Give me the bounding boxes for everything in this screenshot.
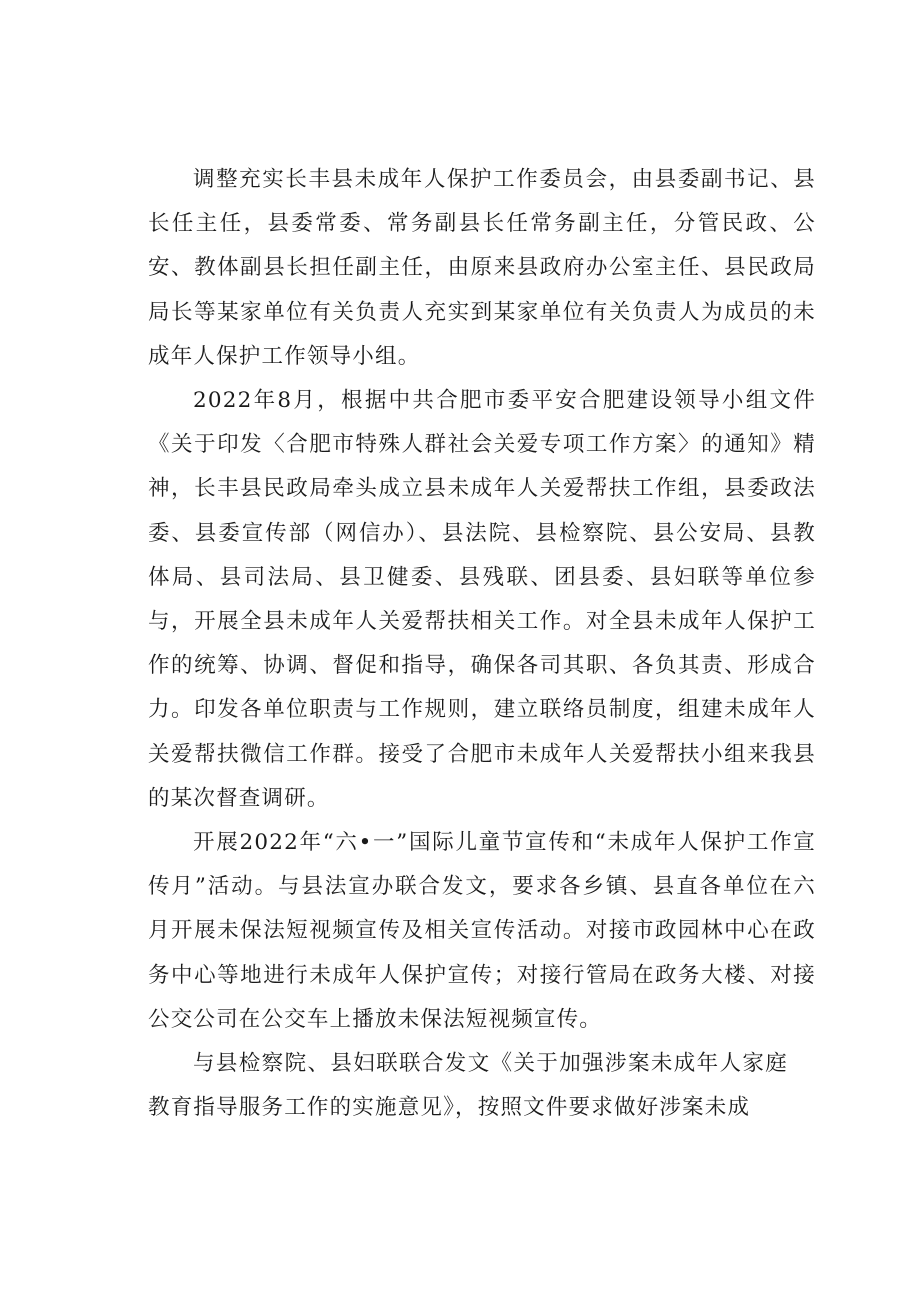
paragraph-family-education-guidance: 与县检察院、县妇联联合发文《关于加强涉案未成年人家庭教育指导服务工作的实施意见》，按照文件要求做好涉案未成 [148, 1051, 788, 1121]
paragraph-committee-adjustment: 调整充实长丰县未成年人保护工作委员会，由县委副书记、县长任主任，县委常委、常务副县长任常务副主任，分管民政、公安、教体副县长担任副主任，由原来县政府办公室主任、县民政局局长等某家单位有关负责人充实到某家单位有关负责人为成员的未成年人保护工作领导小组。 [148, 167, 816, 369]
paragraph-care-working-group: 2022年8月，根据中共合肥市委平安合肥建设领导小组文件《关于印发〈合肥市特殊人群社会关爱专项工作方案〉的通知》精神，长丰县民政局牵头成立县未成年人关爱帮扶工作组，县委政法委、县委宣传部（网信办）、县法院、县检察院、县公安局、县教体局、县司法局、县卫健委、县残联、团县委、县妇联等单位参与，开展全县未成年人关爱帮扶相关工作。对全县未成年人保护工作的统筹、协调、督促和指导，确保各司其职、各负其责、形成合力。印发各单位职责与工作规则，建立联络员制度，组建未成年人关爱帮扶微信工作群。接受了合肥市未成年人关爱帮扶小组来我县的某次督查调研。 [148, 388, 816, 811]
paragraph-childrens-day-publicity: 开展2022年“六•一”国际儿童节宣传和“未成年人保护工作宣传月”活动。与县法宣办联合发文，要求各乡镇、县直各单位在六月开展未保法短视频宣传及相关宣传活动。对接市政园林中心在政务中心等地进行未成年人保护宣传；对接行管局在政务大楼、对接公交公司在公交车上播放未保法短视频宣传。 [148, 830, 816, 1032]
document-body [148, 158, 816, 1130]
